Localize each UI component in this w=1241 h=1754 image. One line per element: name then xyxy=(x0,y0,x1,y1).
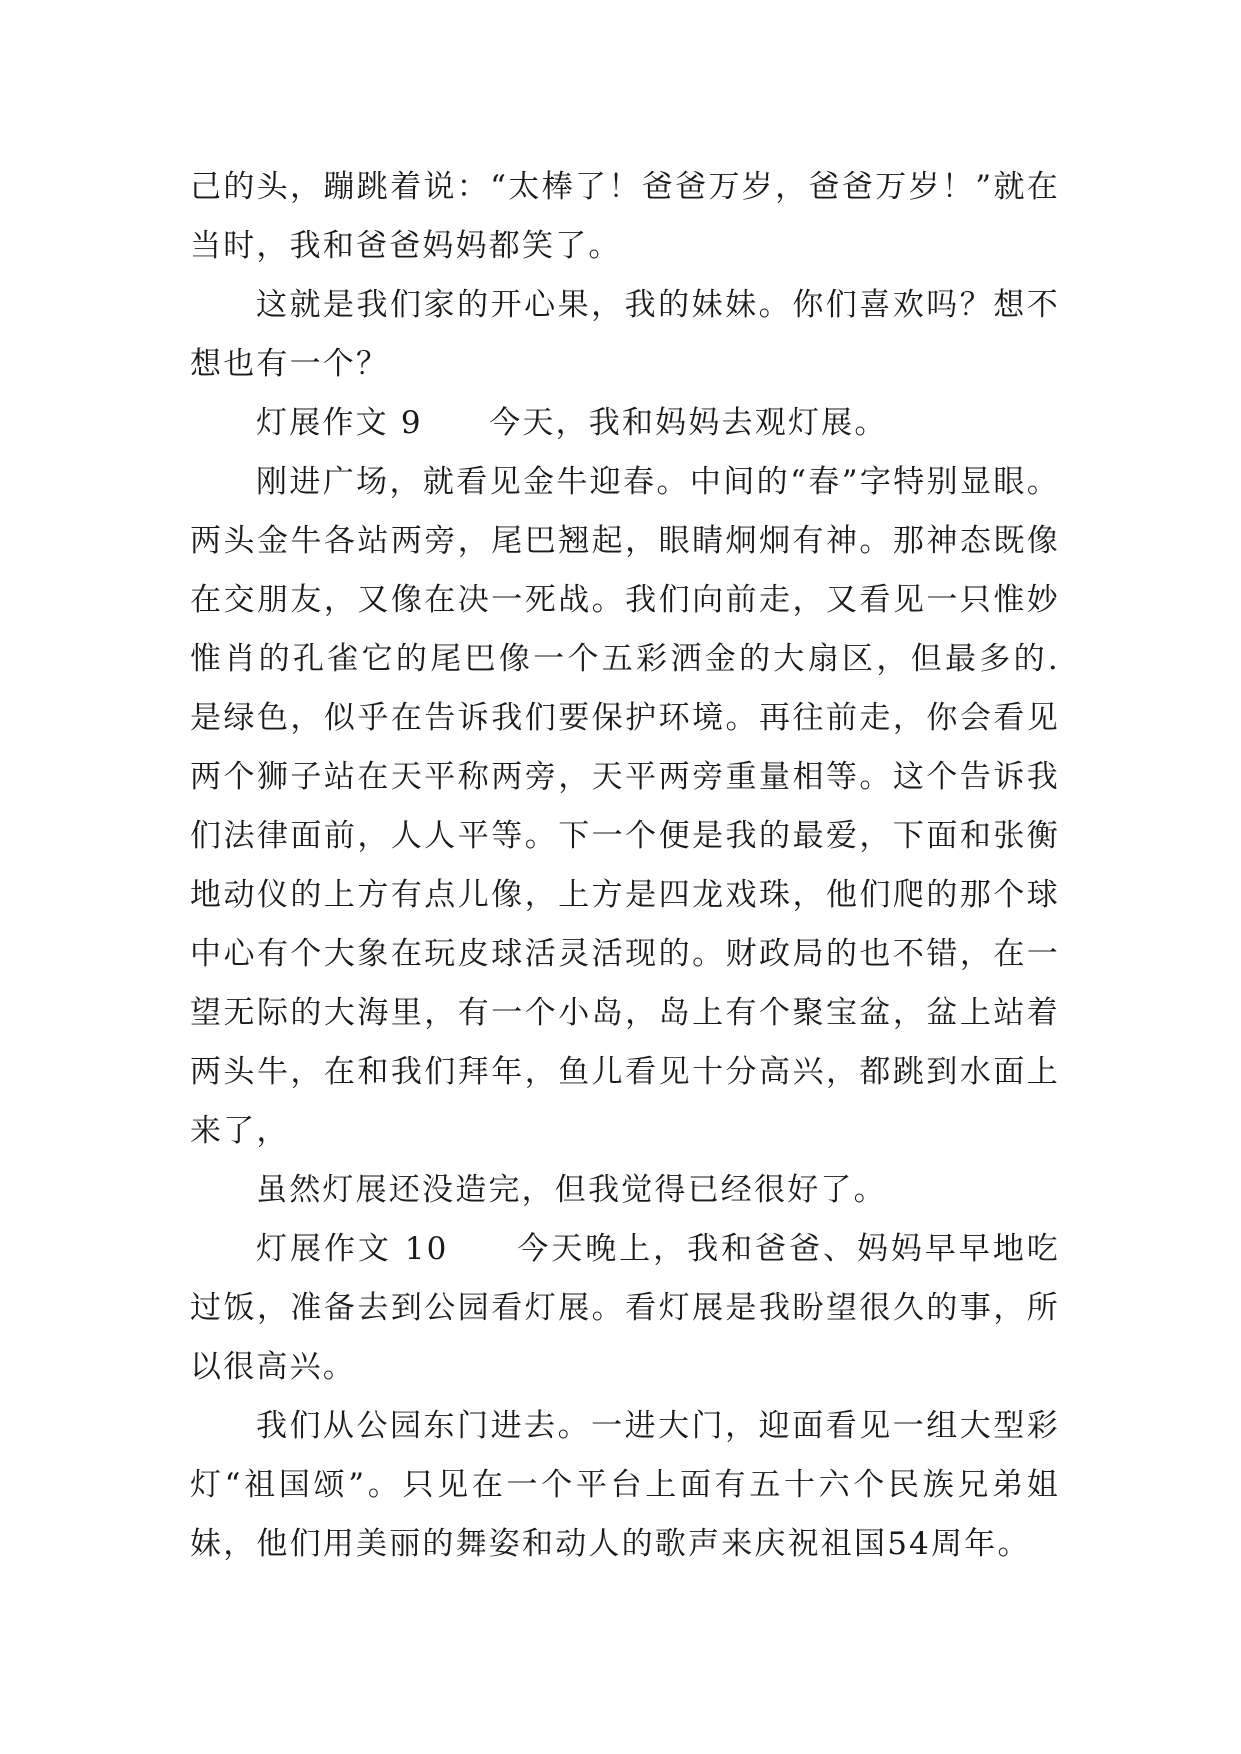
document-page xyxy=(190,158,1060,1574)
paragraph-essay-9-heading: 灯展作文 9 今天，我和妈妈去观灯展。 xyxy=(256,405,888,441)
paragraph-essay-10-body: 我们从公园东门进去。一进大门，迎面看见一组大型彩灯“祖国颂”。只见在一个平台上面有五十六个民族兄弟姐妹，他们用美丽的舞姿和动人的歌声来庆祝祖国54周年。 xyxy=(190,1408,1060,1562)
paragraph-essay-10-heading: 灯展作文 10 今天晚上，我和爸爸、妈妈早早地吃过饭，准备去到公园看灯展。看灯展是我盼望很久的事，所以很高兴。 xyxy=(190,1231,1060,1385)
paragraph-sister-summary: 这就是我们家的开心果，我的妹妹。你们喜欢吗？想不想也有一个？ xyxy=(190,287,1060,382)
paragraph-continuation: 己的头，蹦跳着说：“太棒了！爸爸万岁，爸爸万岁！”就在当时，我和爸爸妈妈都笑了。 xyxy=(190,169,1060,264)
paragraph-essay-9-ending: 虽然灯展还没造完，但我觉得已经很好了。 xyxy=(256,1172,887,1208)
paragraph-essay-9-body: 刚进广场，就看见金牛迎春。中间的“春”字特别显眼。两头金牛各站两旁，尾巴翘起，眼睛炯炯有神。那神态既像在交朋友，又像在决一死战。我们向前走，又看见一只惟妙惟肖的孔雀它的尾巴像一个五彩洒金的大扇区，但最多的.是绿色，似乎在告诉我们要保护环境。再往前走，你会看见两个狮子站在天平称两旁，天平两旁重量相等。这个告诉我们法律面前，人人平等。下一个便是我的最爱，下面和张衡地动仪的上方有点儿像，上方是四龙戏珠，他们爬的那个球中心有个大象在玩皮球活灵活现的。财政局的也不错，在一望无际的大海里，有一个小岛，岛上有个聚宝盆，盆上站着两头牛，在和我们拜年，鱼儿看见十分高兴，都跳到水面上来了， xyxy=(190,464,1060,1149)
